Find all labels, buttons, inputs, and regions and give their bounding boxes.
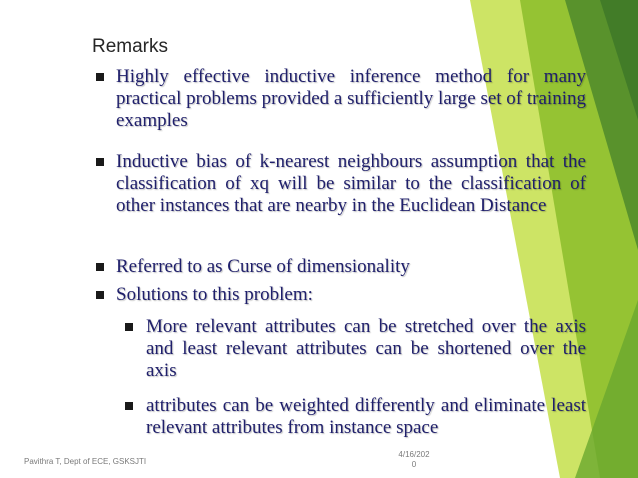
bullet-item <box>92 256 586 278</box>
square-bullet-icon <box>96 263 104 271</box>
footer-date <box>394 450 434 470</box>
bullet-item <box>92 151 586 217</box>
bullet-text: More relevant attributes can be stretched over the axis and least relevant attributes can be shortened over the axis <box>146 316 586 381</box>
footer-date-line2: 0 <box>411 460 417 469</box>
bullet-text: Inductive bias of k-nearest neighbours assumption that the classification of xq will be similar to the classification of other instances that are nearby in the Euclidean Distance <box>116 151 586 216</box>
bullet-text: Highly effective inductive inference method for many practical problems provided a sufficiently large set of training examples <box>116 66 586 131</box>
bullet-text: Solutions to this problem: <box>116 284 313 305</box>
footer-date-line1: 4/16/202 <box>398 450 430 459</box>
sub-bullet-item <box>120 316 586 382</box>
square-bullet-icon <box>96 73 104 81</box>
bullet-item <box>92 284 586 306</box>
square-bullet-icon <box>125 323 133 331</box>
square-bullet-icon <box>96 158 104 166</box>
square-bullet-icon <box>125 402 133 410</box>
square-bullet-icon <box>96 291 104 299</box>
bullet-text: attributes can be weighted differently and eliminate least relevant attributes from instance space <box>146 395 586 438</box>
sub-bullet-item <box>120 395 586 439</box>
slide-heading: Remarks <box>92 36 169 57</box>
footer-author: Pavithra T, Dept of ECE, GSKSJTI <box>24 457 147 466</box>
bullet-item <box>92 66 586 132</box>
bullet-text: Referred to as Curse of dimensionality <box>116 256 410 277</box>
